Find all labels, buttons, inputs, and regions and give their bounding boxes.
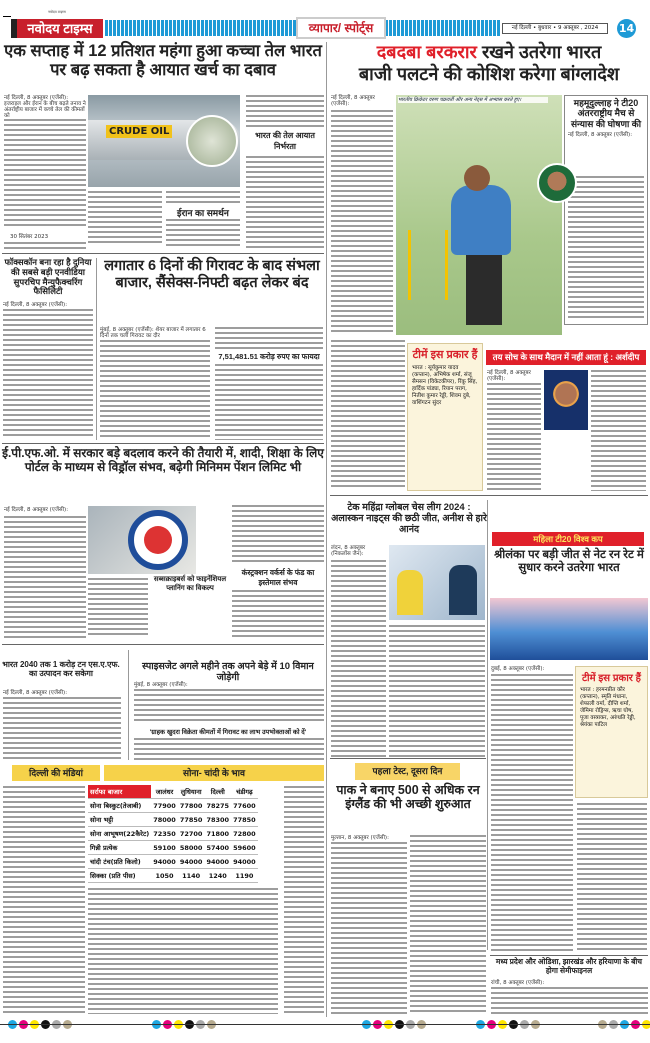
chess-headline [330, 503, 488, 536]
epfo-body-2 [88, 578, 148, 638]
bullion-item: सोना भट्टी [88, 813, 151, 827]
test-body [331, 842, 407, 1014]
date: 9 अक्तूबर , 2024 [558, 25, 599, 31]
cricket-headline-2: बाजी पलटने की कोशिश करेगा बांग्लादेश [358, 63, 620, 84]
test-headline: पाक ने बनाए 500 से अधिक रन इंग्लैंड की भी अच्छी शुरुआत [336, 783, 480, 812]
teams-list-1: भारत : सूर्यकुमार यादव (कप्तान), अभिषेक शर्मा, संजू सैमसन (विकेटकीपर), रिंकू सिंह, हार्दिक पांड्या, रियान पराग, नितीश कुमार रेड्डी, शिवम दुबे, वाशिंगटन सुंदर [412, 365, 478, 406]
bullion-price: 78275 [204, 799, 231, 813]
bullion-price: 72350 [151, 827, 178, 841]
market-sub: 7,51,481.51 करोड़ रुपए का फायदा [218, 352, 320, 361]
epfo-building-image [88, 506, 196, 574]
crude-fig-date: 30 सितंबर 2023 [10, 234, 49, 240]
crude-oil-label: CRUDE OIL [106, 125, 172, 138]
hockey-headline: मध्य प्रदेश और ओडिशा, झारखंड और हरियाणा के बीच होगा सेमीफाइनल [495, 957, 643, 975]
crude-body-2 [88, 191, 162, 246]
divider [2, 443, 324, 444]
bullion-price: 59600 [231, 841, 258, 855]
cricket-body-2 [331, 340, 405, 490]
spicejet-headline: स्पाइसजेट अगले महीने तक अपने बेड़े में 10 विमान जोड़ेगी [142, 661, 314, 683]
cricket-headline-rest: रखने उतरेगा भारत [481, 42, 602, 62]
cricket-practice-photo [396, 95, 562, 335]
bullion-row [88, 813, 258, 827]
currency-circle [186, 115, 238, 167]
arshdeep-photo [544, 370, 588, 430]
hockey-body [491, 987, 648, 1014]
logo-inner [144, 526, 172, 554]
mahmudullah-box [564, 95, 648, 325]
market-headline: लगातार 6 दिनों की गिरावट के बाद संभला बाजार, सैंसेक्स-निफ्टी बढ़त लेकर बंद [104, 258, 320, 291]
bullion-row [88, 841, 258, 855]
teams-box-2 [575, 666, 648, 798]
bullion-price: 77600 [231, 799, 258, 813]
foxconn-headline: फॉक्सकॉन बना रहा है दुनिया की सबसे बड़ी एनवीडिया सुपरचिप मैन्युफैक्चरिंग फैसिलिटी [4, 257, 92, 297]
divider [487, 500, 488, 950]
mahmudullah-photo [537, 163, 577, 203]
bullion-price: 72800 [231, 827, 258, 841]
masthead-tagline: नवोदय टाइम्स [48, 10, 66, 14]
epfo-body-4 [232, 590, 324, 638]
crude-body-4 [166, 219, 240, 249]
epfo-logo-icon [128, 510, 188, 570]
epfo-body [4, 516, 86, 638]
bullion-item: गिन्नी प्रत्येक [88, 841, 151, 855]
crude-body-3 [166, 191, 240, 205]
player-yellow [397, 570, 423, 615]
womens-headline: श्रीलंका पर बड़ी जीत से नेट रन रेट में सुधार करने उतरेगा भारत [494, 549, 644, 575]
masthead [0, 0, 650, 40]
cricket-headline-red: दबदबा बरकरार [376, 42, 477, 62]
epfo-headline: ई.पी.एफ.ओ. में सरकार बड़े बदलाव करने की तैयारी में, शादी, शिक्षा के लिए पोर्टल के माध्यम से विड्रॉल संभव, बढ़ेगी मिनिमम पेंशन लिमिट भी [2, 446, 324, 474]
divider [128, 650, 129, 760]
teams-box-1 [407, 343, 483, 491]
bowler-head [464, 165, 490, 191]
saf-headline: भारत 2040 तक 1 करोड़ टन एस.ए.एफ. का उत्पादन कर सकेगा [2, 660, 120, 679]
cricket-headline [330, 42, 648, 85]
foxconn-body [3, 309, 93, 439]
test-label: पहला टेस्ट, दूसरा दिन [355, 763, 460, 780]
bullion-price: 1190 [231, 869, 258, 883]
logo: नवोदय टाइम्स [11, 19, 103, 38]
bullion-price: 94000 [204, 855, 231, 869]
womens-body [491, 674, 573, 954]
stumps [408, 230, 448, 300]
day: बुधवार [538, 25, 552, 31]
bullion-price: 1050 [151, 869, 178, 883]
bullion-price: 58000 [178, 841, 205, 855]
bullion-price: 78000 [151, 813, 178, 827]
womens-dateline: दुबई, 8 अक्तूबर (एजेंसी): [491, 666, 545, 672]
womens-team-photo [490, 598, 648, 660]
hockey-dateline: रांची, 8 अक्तूबर (एजेंसी): [491, 980, 545, 986]
bullion-price: 77900 [151, 799, 178, 813]
bowler-figure [451, 185, 511, 255]
divider [2, 644, 324, 645]
divider [2, 253, 324, 254]
bullion-item: सिक्का (प्रति पीस) [88, 869, 151, 883]
crude-body-end [4, 242, 86, 250]
bullion-header-cell: दिल्ली [204, 785, 231, 799]
teams-title-2: टीमें इस प्रकार हैं [582, 673, 641, 684]
divider [490, 955, 648, 956]
saf-dateline: नई दिल्ली, 8 अक्तूबर (एजेंसी): [3, 690, 68, 696]
crude-oil-image [88, 95, 240, 187]
arshdeep-headline: तय सोच के साथ मैदान में नहीं आता हूं : अर्शदीप [486, 350, 646, 365]
cricket-body [331, 110, 393, 335]
mandi-title: दिल्ली की मंडियां [12, 765, 100, 781]
bullion-item: सोना आभूषण(22कैरेट) [88, 827, 151, 841]
crop-mark [3, 16, 11, 17]
market-body [100, 340, 210, 440]
epfo-body-3 [232, 505, 324, 565]
teams-list-2: भारत : हरमनप्रीत कौर (कप्तान), स्मृति मंधाना, शेफाली वर्मा, दीप्ति शर्मा, जेमिमा रोड्रिग्स, ऋचा घोष, पूजा वस्त्राकर, अरुंधति रेड्डी, श्रेयंका पाटिल [580, 687, 636, 728]
bullion-price: 94000 [231, 855, 258, 869]
chess-body [331, 560, 386, 760]
bullion-header-cell: सर्राफा बाजार [88, 785, 151, 799]
teams-title-1: टीमें इस प्रकार हैं [412, 349, 478, 361]
womens-t20-label: महिला टी20 विश्व कप [492, 532, 644, 546]
spicejet-dateline: मुंबई, 8 अक्तूबर (एजेंसी): [134, 682, 188, 688]
bullion-header-cell: चंडीगढ़ [231, 785, 258, 799]
arshdeep-body [487, 383, 541, 491]
bowler-legs [466, 255, 502, 325]
cricket-dateline: नई दिल्ली, 8 अक्तूबर (एजेंसी): [331, 95, 375, 107]
bullion-body [88, 888, 278, 1014]
bullion-price: 77850 [178, 813, 205, 827]
bullion-row [88, 799, 258, 813]
city: नई दिल्ली [511, 25, 532, 31]
test-dateline: मुल्तान, 8 अक्तूबर (एजेंसी): [331, 835, 389, 841]
mahmudullah-headline: महमूदुल्लाह ने टी20 अंतरराष्ट्रीय मैच से संन्यास की घोषणा की [570, 98, 642, 129]
epfo-dateline: नई दिल्ली, 8 अक्तूबर (एजेंसी): [4, 507, 69, 513]
bullion-header-cell: जालंधर [151, 785, 178, 799]
divider [96, 258, 97, 440]
epfo-caption: सब्सक्राइबर्स को फाइनेंशियल प्लानिंग का विकल्प [150, 575, 230, 593]
chess-headline-text: टेक महिंद्रा ग्लोबल चेस लीग 2024 : अलास्कन नाइट्स की छठी जीत, अनीश से हारे आनंद [331, 502, 487, 535]
dateline-box: नई दिल्ली • बुधवार • 9 अक्तूबर , 2024 [502, 23, 608, 34]
bullion-item: सोना बिस्कुट(तेजाबी) [88, 799, 151, 813]
page-number: 14 [617, 19, 636, 38]
bullion-price: 72700 [178, 827, 205, 841]
mandi-body-2 [284, 786, 324, 1014]
chess-photo [389, 545, 485, 620]
crude-sub-import: भारत की तेल आयात निर्भरता [244, 130, 326, 152]
arshdeep-body-2 [591, 370, 646, 491]
bullion-header-cell: लुधियाना [178, 785, 205, 799]
spicejet-body-2 [134, 738, 324, 760]
bullion-price: 94000 [151, 855, 178, 869]
bullion-price: 77800 [178, 799, 205, 813]
epfo-sub: कंस्ट्रक्शन वर्कर्स के फंड का इस्तेमाल संभव [241, 568, 315, 587]
bullion-row [88, 827, 258, 841]
mandi-body [3, 786, 85, 1014]
bullion-price: 1140 [178, 869, 205, 883]
player-blue [449, 565, 477, 615]
bullion-price: 77850 [231, 813, 258, 827]
mahmudullah-dateline: नई दिल्ली, 8 अक्तूबर (एजेंसी): [568, 132, 633, 139]
foxconn-dateline: नई दिल्ली, 8 अक्तूबर (एजेंसी): [3, 302, 68, 308]
market-body-2 [215, 327, 323, 349]
column-divider [326, 42, 327, 1017]
bullion-header-row [88, 785, 258, 799]
bullion-price: 59100 [151, 841, 178, 855]
crude-dateline: नई दिल्ली, 8 अक्तूबर (एजेंसी): इजराइल और ईरान के बीच बढ़ते तनाव ने अंतर्राष्ट्रीय बाजार में कच्चे तेल की कीमतों को [4, 95, 86, 119]
market-body-3 [215, 364, 323, 440]
bullion-row [88, 855, 258, 869]
crude-sub-iran: ईरान का समर्थन [177, 208, 229, 218]
womens-body-2 [577, 803, 647, 953]
bullion-price: 57400 [204, 841, 231, 855]
mahmudullah-body [568, 176, 644, 321]
crude-body-6 [246, 156, 324, 249]
bullion-item: चांदी टंच(प्रति किलो) [88, 855, 151, 869]
chess-dateline: लंदन, 8 अक्तूबर (निकलोंस जैन): [331, 545, 366, 557]
bullion-price: 78300 [204, 813, 231, 827]
bullion-price: 1240 [204, 869, 231, 883]
crude-body [4, 119, 86, 229]
divider [330, 495, 648, 496]
bullion-table [88, 785, 258, 883]
bullion-price: 94000 [178, 855, 205, 869]
bullion-row [88, 869, 258, 883]
arshdeep-dateline: नई दिल्ली, 8 अक्तूबर (एजेंसी): [487, 370, 531, 382]
photo-caption: भारतीय क्रिकेटर वरुण चक्रवर्ती और अन्य नेट्स में अभ्यास करते हुए। [398, 97, 548, 103]
saf-body [3, 697, 121, 759]
bullion-title: सोना- चांदी के भाव [104, 765, 324, 781]
market-dateline: मुंबई, 8 अक्तूबर (एजेंसी): शेयर बाजार में लगातार 6 दिनों तक चली गिरावट का दौर [100, 327, 206, 339]
spicejet-sub: 'ग्राहक खुदरा विक्रेता कीमतों में गिरावट का लाभ उपभोक्ताओं को दें' [149, 729, 307, 736]
spicejet-body [134, 689, 324, 724]
trim-line [0, 1024, 650, 1025]
crude-body-5 [246, 95, 324, 127]
chess-body-2 [389, 625, 485, 760]
section-tag: व्यापार/ स्पोर्ट्स [296, 17, 386, 39]
bullion-price: 71800 [204, 827, 231, 841]
crude-headline: एक सप्ताह में 12 प्रतिशत महंगा हुआ कच्चा तेल भारत पर बढ़ सकता है आयात खर्च का दबाव [4, 42, 322, 79]
test-body-2 [410, 835, 486, 1014]
